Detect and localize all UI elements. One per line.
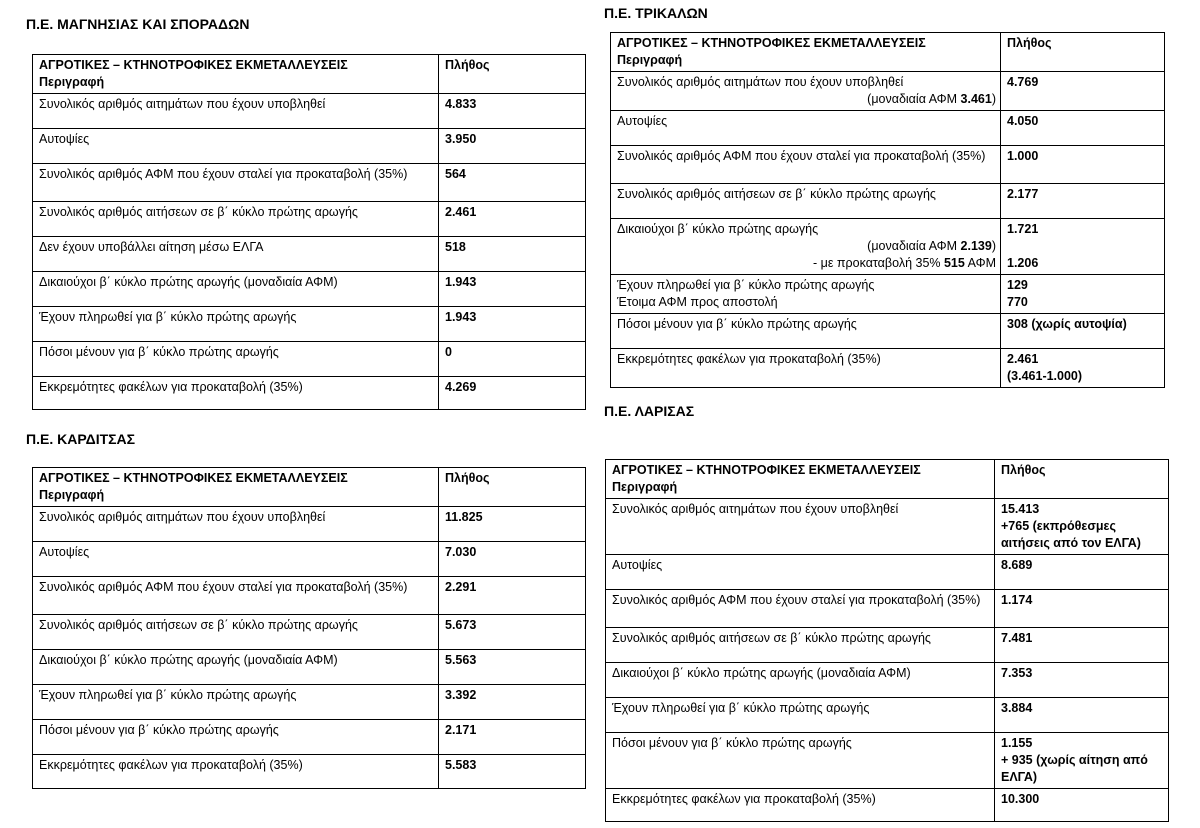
magnesia-table xyxy=(32,54,586,410)
table-row xyxy=(33,615,586,650)
table-row xyxy=(606,555,1169,590)
row-value xyxy=(995,733,1169,789)
row-value-primary: 129 xyxy=(1007,278,1028,292)
table-row xyxy=(606,789,1169,822)
header-text: ΑΓΡΟΤΙΚΕΣ – ΚΤΗΝΟΤΡΟΦΙΚΕΣ ΕΚΜΕΤΑΛΛΕΥΣΕΙΣ xyxy=(617,36,926,50)
table-row xyxy=(33,94,586,129)
table-row xyxy=(33,307,586,342)
row-value xyxy=(995,499,1169,555)
table-row xyxy=(33,272,586,307)
row-label: Πόσοι μένουν για β΄ κύκλο πρώτης αρωγής xyxy=(33,342,439,377)
row-value-secondary: + 935 (χωρίς αίτηση από ΕΛΓΑ) xyxy=(1001,753,1148,784)
karditsa-title: Π.Ε. ΚΑΡΔΙΤΣΑΣ xyxy=(26,431,136,447)
row-value: 7.030 xyxy=(439,542,586,577)
row-value-primary: 15.413 xyxy=(1001,502,1040,516)
table-row xyxy=(611,314,1165,349)
subtext-suffix: ) xyxy=(991,92,996,106)
subtext-number: 515 xyxy=(943,256,965,270)
row-value-primary: 1.155 xyxy=(1001,736,1033,750)
row-label xyxy=(611,72,1001,111)
row-value: 5.583 xyxy=(439,755,586,789)
row-label: Πόσοι μένουν για β΄ κύκλο πρώτης αρωγής xyxy=(606,733,995,789)
trikala-table xyxy=(610,32,1165,388)
table-row xyxy=(33,507,586,542)
row-value: 1.174 xyxy=(995,590,1169,628)
row-label xyxy=(611,219,1001,275)
row-value: 11.825 xyxy=(439,507,586,542)
row-value xyxy=(1001,275,1165,314)
row-value-spacer xyxy=(1007,238,1160,255)
table-row xyxy=(33,650,586,685)
row-label: Συνολικός αριθμός ΑΦΜ που έχουν σταλεί για προκαταβολή (35%) xyxy=(33,577,439,615)
karditsa-table xyxy=(32,467,586,789)
row-value-secondary: (3.461-1.000) xyxy=(1007,369,1083,383)
table-row xyxy=(33,577,586,615)
magnesia-header-row xyxy=(33,55,586,94)
row-label: Δικαιούχοι β΄ κύκλο πρώτης αρωγής (μοναδιαία ΑΦΜ) xyxy=(33,650,439,685)
row-value: 8.689 xyxy=(995,555,1169,590)
table-row xyxy=(606,628,1169,663)
subtext-number: 3.461 xyxy=(960,92,992,106)
table-row xyxy=(606,698,1169,733)
trikala-header-count: Πλήθος xyxy=(1001,33,1165,72)
subtext-suffix: ΑΦΜ xyxy=(964,256,996,270)
row-value: 2.171 xyxy=(439,720,586,755)
larisa-title: Π.Ε. ΛΑΡΙΣΑΣ xyxy=(604,403,695,419)
table-row xyxy=(606,499,1169,555)
row-value: 4.833 xyxy=(439,94,586,129)
table-row xyxy=(33,129,586,164)
row-label: Συνολικός αριθμός αιτήσεων σε β΄ κύκλο πρώτης αρωγής xyxy=(33,615,439,650)
magnesia-title: Π.Ε. ΜΑΓΝΗΣΙΑΣ ΚΑΙ ΣΠΟΡΑΔΩΝ xyxy=(26,16,250,32)
trikala-header-row xyxy=(611,33,1165,72)
row-label: Εκκρεμότητες φακέλων για προκαταβολή (35%) xyxy=(33,377,439,410)
subtext-number: 2.139 xyxy=(960,239,992,253)
karditsa-header-description xyxy=(33,468,439,507)
subtext-suffix: ) xyxy=(991,239,996,253)
row-value: 1.943 xyxy=(439,307,586,342)
table-row xyxy=(33,542,586,577)
table-row xyxy=(33,755,586,789)
row-label: Αυτοψίες xyxy=(33,129,439,164)
row-value-secondary: +765 (εκπρόθεσμες αιτήσεις από τον ΕΛΓΑ) xyxy=(1001,519,1141,550)
table-row xyxy=(606,663,1169,698)
row-value: 1.000 xyxy=(1001,146,1165,184)
table-row xyxy=(611,184,1165,219)
table-row xyxy=(33,685,586,720)
table-row xyxy=(33,164,586,202)
row-value: 7.353 xyxy=(995,663,1169,698)
header-text: ΑΓΡΟΤΙΚΕΣ – ΚΤΗΝΟΤΡΟΦΙΚΕΣ ΕΚΜΕΤΑΛΛΕΥΣΕΙΣ xyxy=(612,463,921,477)
row-label: Συνολικός αριθμός αιτημάτων που έχουν υποβληθεί xyxy=(33,94,439,129)
header-subtext: Περιγραφή xyxy=(617,53,683,67)
karditsa-header-count: Πλήθος xyxy=(439,468,586,507)
row-value-secondary: 770 xyxy=(1007,295,1028,309)
row-label: Έχουν πληρωθεί για β΄ κύκλο πρώτης αρωγής xyxy=(33,685,439,720)
row-value: 3.392 xyxy=(439,685,586,720)
header-text: ΑΓΡΟΤΙΚΕΣ – ΚΤΗΝΟΤΡΟΦΙΚΕΣ ΕΚΜΕΤΑΛΛΕΥΣΕΙΣ xyxy=(39,471,348,485)
subtext-prefix: - με προκαταβολή 35% xyxy=(813,256,944,270)
larisa-header-description xyxy=(606,460,995,499)
magnesia-header-description xyxy=(33,55,439,94)
table-row xyxy=(611,72,1165,111)
row-value: 3.950 xyxy=(439,129,586,164)
table-row xyxy=(33,237,586,272)
row-value xyxy=(1001,219,1165,275)
row-value-secondary: 1.206 xyxy=(1007,256,1039,270)
larisa-table xyxy=(605,459,1169,822)
row-label: Συνολικός αριθμός αιτήσεων σε β΄ κύκλο πρώτης αρωγής xyxy=(33,202,439,237)
row-label: Πόσοι μένουν για β΄ κύκλο πρώτης αρωγής xyxy=(33,720,439,755)
row-value: 1.943 xyxy=(439,272,586,307)
row-label-subtext-2 xyxy=(617,255,996,272)
row-label-text: Δικαιούχοι β΄ κύκλο πρώτης αρωγής xyxy=(617,222,819,236)
row-label xyxy=(611,275,1001,314)
magnesia-header-count: Πλήθος xyxy=(439,55,586,94)
table-row xyxy=(606,590,1169,628)
table-row xyxy=(33,720,586,755)
header-subtext: Περιγραφή xyxy=(39,75,105,89)
row-label: Δικαιούχοι β΄ κύκλο πρώτης αρωγής (μοναδιαία ΑΦΜ) xyxy=(606,663,995,698)
row-label: Συνολικός αριθμός αιτημάτων που έχουν υποβληθεί xyxy=(606,499,995,555)
row-label: Συνολικός αριθμός ΑΦΜ που έχουν σταλεί για προκαταβολή (35%) xyxy=(606,590,995,628)
row-label: Συνολικός αριθμός αιτήσεων σε β΄ κύκλο πρώτης αρωγής xyxy=(611,184,1001,219)
row-label: Αυτοψίες xyxy=(611,111,1001,146)
table-row xyxy=(611,146,1165,184)
row-label: Εκκρεμότητες φακέλων για προκαταβολή (35%) xyxy=(33,755,439,789)
header-text: ΑΓΡΟΤΙΚΕΣ – ΚΤΗΝΟΤΡΟΦΙΚΕΣ ΕΚΜΕΤΑΛΛΕΥΣΕΙΣ xyxy=(39,58,348,72)
row-value: 2.461 xyxy=(439,202,586,237)
row-value: 308 (χωρίς αυτοψία) xyxy=(1001,314,1165,349)
header-subtext: Περιγραφή xyxy=(612,480,678,494)
row-value: 518 xyxy=(439,237,586,272)
trikala-header-description xyxy=(611,33,1001,72)
row-value: 2.177 xyxy=(1001,184,1165,219)
row-label: Έχουν πληρωθεί για β΄ κύκλο πρώτης αρωγής xyxy=(606,698,995,733)
row-label-text: Έχουν πληρωθεί για β΄ κύκλο πρώτης αρωγής xyxy=(617,278,875,292)
row-value: 0 xyxy=(439,342,586,377)
row-value: 2.291 xyxy=(439,577,586,615)
row-label: Δικαιούχοι β΄ κύκλο πρώτης αρωγής (μοναδιαία ΑΦΜ) xyxy=(33,272,439,307)
table-row xyxy=(33,377,586,410)
row-value: 564 xyxy=(439,164,586,202)
row-value: 3.884 xyxy=(995,698,1169,733)
subtext-prefix: (μοναδιαία ΑΦΜ xyxy=(867,92,961,106)
karditsa-header-row xyxy=(33,468,586,507)
row-label: Δεν έχουν υποβάλλει αίτηση μέσω ΕΛΓΑ xyxy=(33,237,439,272)
row-label-text-2: Έτοιμα ΑΦΜ προς αποστολή xyxy=(617,295,778,309)
row-label: Συνολικός αριθμός αιτημάτων που έχουν υποβληθεί xyxy=(33,507,439,542)
row-value: 4.269 xyxy=(439,377,586,410)
trikala-title: Π.Ε. ΤΡΙΚΑΛΩΝ xyxy=(604,5,708,21)
row-label: Συνολικός αριθμός ΑΦΜ που έχουν σταλεί για προκαταβολή (35%) xyxy=(611,146,1001,184)
header-subtext: Περιγραφή xyxy=(39,488,105,502)
larisa-header-count: Πλήθος xyxy=(995,460,1169,499)
row-value: 7.481 xyxy=(995,628,1169,663)
row-label: Έχουν πληρωθεί για β΄ κύκλο πρώτης αρωγής xyxy=(33,307,439,342)
row-value-primary: 2.461 xyxy=(1007,352,1039,366)
row-value: 4.050 xyxy=(1001,111,1165,146)
larisa-header-row xyxy=(606,460,1169,499)
table-row xyxy=(33,342,586,377)
row-value-primary: 1.721 xyxy=(1007,222,1039,236)
table-row xyxy=(33,202,586,237)
row-value: 5.673 xyxy=(439,615,586,650)
row-value xyxy=(1001,349,1165,388)
row-label-subtext xyxy=(617,238,996,255)
row-label: Αυτοψίες xyxy=(33,542,439,577)
row-label-text: Συνολικός αριθμός αιτημάτων που έχουν υποβληθεί xyxy=(617,75,904,89)
row-label: Εκκρεμότητες φακέλων για προκαταβολή (35%) xyxy=(611,349,1001,388)
table-row xyxy=(611,349,1165,388)
row-label: Συνολικός αριθμός ΑΦΜ που έχουν σταλεί για προκαταβολή (35%) xyxy=(33,164,439,202)
row-label-subtext xyxy=(617,91,996,108)
row-value: 10.300 xyxy=(995,789,1169,822)
table-row xyxy=(611,219,1165,275)
row-value: 4.769 xyxy=(1001,72,1165,111)
table-row xyxy=(606,733,1169,789)
row-value: 5.563 xyxy=(439,650,586,685)
table-row xyxy=(611,111,1165,146)
subtext-prefix: (μοναδιαία ΑΦΜ xyxy=(867,239,961,253)
row-label: Συνολικός αριθμός αιτήσεων σε β΄ κύκλο πρώτης αρωγής xyxy=(606,628,995,663)
row-label: Πόσοι μένουν για β΄ κύκλο πρώτης αρωγής xyxy=(611,314,1001,349)
row-label: Αυτοψίες xyxy=(606,555,995,590)
table-row xyxy=(611,275,1165,314)
row-label: Εκκρεμότητες φακέλων για προκαταβολή (35%) xyxy=(606,789,995,822)
